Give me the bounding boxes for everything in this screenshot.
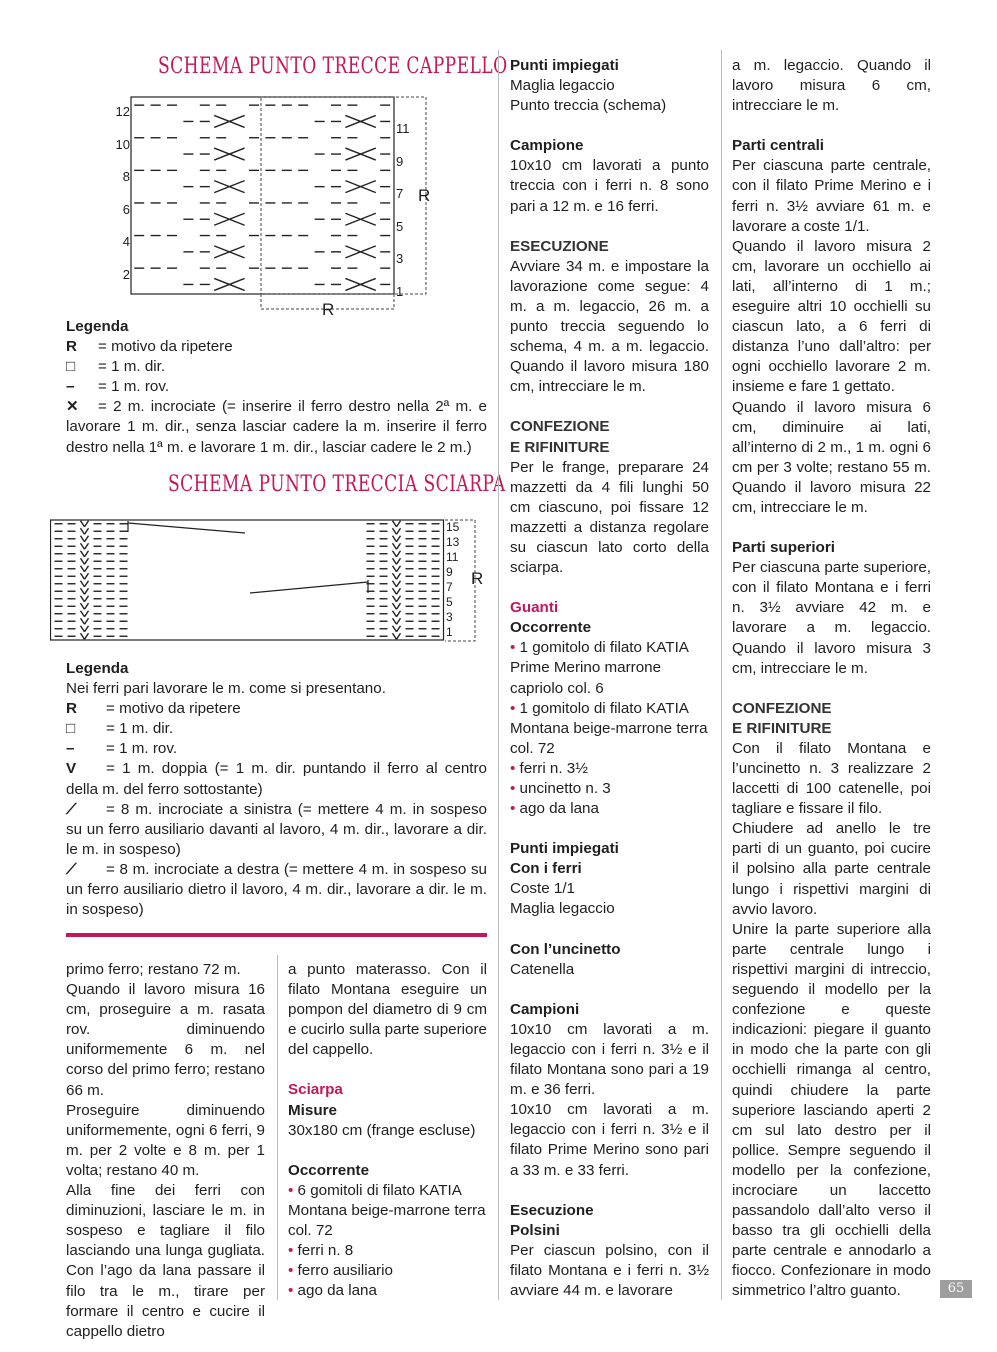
legend-row: ✕ = 2 m. incrociate (= inserire il ferro destro nella 2ª m. e lavorare 1 m. dir., senza lasciar cadere la m. inserire il ferro destro nella 1ª m. e lavorare 1 m. dir., lasciar cadere le 2 m.): [66, 398, 487, 456]
double-stitch-symbol: V: [66, 760, 77, 778]
column-divider: [721, 50, 722, 1300]
esecuzione-heading: ESECUZIONE: [510, 237, 609, 255]
row-number: 7: [396, 186, 404, 202]
paragraph: Per le frange, preparare 24 mazzetti da 4 fili lunghi 50 cm ciascuno, poi fissare 12 mazzetti a distanza regolare su ciascun lato corto della sciarpa.: [510, 458, 709, 577]
row-number: 11: [446, 550, 459, 564]
row-number: 10: [115, 136, 130, 152]
legend-intro: Nei ferri pari lavorare le m. come si presentano.: [66, 680, 386, 698]
list-item: • ferri n. 8: [288, 1242, 354, 1260]
list-item: • 1 gomitolo di filato KATIA Prime Merino marrone capriolo col. 6: [510, 639, 689, 697]
paragraph: 10x10 cm lavorati a m. legaccio con i ferri n. 3½ e il filato Prime Merino sono pari a 33 m. e 33 ferri.: [510, 1101, 709, 1179]
row-number: 8: [122, 169, 130, 185]
chart-2-right-numbers: [446, 520, 468, 640]
column-3: [510, 56, 709, 1301]
section-title-sciarpa: Sciarpa: [288, 1081, 343, 1099]
cable-left-symbol: ⟋: [66, 800, 77, 818]
chart-2-title: SCHEMA PUNTO TRECCIA SCIARPA: [168, 472, 506, 497]
column-divider: [498, 50, 499, 1300]
legend-title: Legenda: [66, 318, 129, 335]
misure-text: 30x180 cm (frange escluse): [288, 1121, 476, 1139]
paragraph: primo ferro; restano 72 m.: [66, 961, 241, 978]
legend-row: R = motivo da ripetere: [66, 699, 487, 719]
parti-centrali-heading: Parti centrali: [732, 137, 825, 155]
confezione-heading: CONFEZIONE: [732, 699, 832, 717]
cross-symbol: ✕: [66, 398, 79, 416]
list-item: • ferri n. 3½: [510, 759, 588, 777]
repeat-symbol: R: [66, 338, 77, 356]
paragraph: Per ciascuna parte superiore, con il filato Montana e i ferri n. 3½ avviare 42 m. e lavorare a m. legaccio. Quando il lavoro misura 3 cm, intrecciare le m.: [732, 559, 931, 677]
list-item: Punto treccia (schema): [510, 97, 667, 115]
row-number: 11: [396, 121, 410, 136]
legend-row: □ = 1 m. dir.: [66, 357, 487, 377]
chart-1-repeat-label-bottom: R: [322, 300, 335, 319]
polsini-heading: Polsini: [510, 1221, 560, 1239]
row-number: 5: [446, 595, 453, 609]
paragraph: Quando il lavoro misura 2 cm, lavorare un occhiello ai lati, all’interno di 1 m.; eseguire altri 10 occhielli su ciascun lato, a 6 ferri di distanza l’uno dall’altro: per ogni occhiello lavorare 2 m. insieme e fare 1 gettato.: [732, 237, 931, 396]
parti-superiori-heading: Parti superiori: [732, 539, 835, 557]
list-item: • uncinetto n. 3: [510, 780, 611, 797]
row-number: 4: [122, 234, 130, 250]
paragraph: 10x10 cm lavorati a punto treccia con i ferri n. 8 sono pari a 12 m. e 16 ferri.: [510, 157, 709, 215]
row-number: 5: [396, 218, 404, 234]
paragraph: Per ciascun polsino, con il filato Montana e i ferri n. 3½ avviare 44 m. e lavorare: [510, 1241, 709, 1299]
bottom-col-2: [288, 960, 487, 1301]
row-number: 9: [446, 565, 453, 579]
chart-2-repeat-label: R: [471, 569, 484, 588]
list-item: • ago da lana: [510, 800, 599, 818]
row-number: 7: [446, 580, 453, 594]
campioni-heading: Campioni: [510, 1000, 580, 1018]
confezione-heading: CONFEZIONE: [510, 418, 610, 436]
paragraph: Quando il lavoro misura 16 cm, proseguire a m. rasata rov. diminuendo uniformemente 6 m. nel corso del primo ferro; restano 66 m.: [66, 981, 265, 1099]
list-item: • 1 gomitolo di filato KATIA Montana beige-marrone terra col. 72: [510, 699, 708, 757]
list-item: • 6 gomitoli di filato KATIA Montana beige-marrone terra col. 72: [288, 1181, 486, 1240]
confezione-heading-2: E RIFINITURE: [732, 719, 832, 737]
repeat-symbol: R: [66, 700, 77, 718]
con-i-ferri-heading: Con i ferri: [510, 860, 582, 878]
legend-row: □ = 1 m. dir.: [66, 719, 487, 739]
column-divider: [277, 955, 278, 1300]
misure-heading: Misure: [288, 1101, 337, 1119]
legend-row: ⟋ = 8 m. incrociate a sinistra (= mettere 4 m. in sospeso su un ferro ausiliario davanti al lavoro, 4 m. dir., lavorare a dir. le m. in sospeso): [66, 800, 487, 858]
row-number: 2: [122, 266, 130, 282]
confezione-heading-2: E RIFINITURE: [510, 438, 610, 456]
punti-heading: Punti impiegati: [510, 840, 619, 858]
paragraph: Per ciascuna parte centrale, con il filato Prime Merino e i ferri n. 3½ avviare 61 m. e lavorare a coste 1/1.: [732, 157, 931, 235]
row-number: 1: [396, 283, 404, 299]
knit-symbol: □: [66, 358, 76, 376]
chart-1-legend: [66, 317, 487, 458]
section-divider: [66, 933, 487, 937]
legend-row: V = 1 m. doppia (= 1 m. dir. puntando il ferro al centro della m. del ferro sottostante): [66, 760, 487, 798]
section-title-guanti: Guanti: [510, 599, 559, 617]
paragraph: Unire la parte superiore alla parte centrale lungo i rispettivi margini di intreccio, seguendo il modello per la confezione e queste indicazioni: piegare il guanto in modo che la parte con gli occhielli rimanga al centro, quindi chiudere la parte superiore lasciando aperti 2 cm sul lato destro per il pollice. Sempre seguendo il modello per la confezione, incrociare un laccetto passandolo dall’alto verso il basso tra gli occhielli della parte centrale e annodarlo a fiocco. Confezionare in modo simmetrico l’altro guanto.: [732, 920, 931, 1300]
page-number: 65: [940, 1280, 972, 1298]
legend-row: – = 1 m. rov.: [66, 377, 487, 397]
row-number: 12: [115, 104, 130, 119]
paragraph: Avviare 34 m. e impostare la lavorazione come segue: 4 m. a m. legaccio, 26 m. a punto treccia seguendo lo schema, 4 m. a m. legaccio. Quando il lavoro misura 180 cm, intrecciare le m.: [510, 257, 709, 396]
paragraph: a m. legaccio. Quando il lavoro misura 6 cm, intrecciare le m.: [732, 57, 931, 115]
chart-1-right-numbers: [396, 113, 418, 309]
chart-2-grid: [50, 518, 445, 642]
bottom-col-1: [66, 960, 265, 1342]
paragraph: Proseguire diminuendo uniformemente, ogni 6 ferri, 9 m. per 2 volte e 8 m. per 1 volta; restano 40 m.: [66, 1101, 265, 1179]
paragraph: Con il filato Montana e l’uncinetto n. 3 realizzare 2 laccetti di 100 catenelle, poi tagliare e fissare il filo.: [732, 739, 931, 818]
chart-1-title: SCHEMA PUNTO TRECCE CAPPELLO: [158, 54, 508, 79]
legend-row: R = motivo da ripetere: [66, 337, 487, 357]
row-number: 15: [446, 520, 460, 534]
campione-heading: Campione: [510, 137, 584, 155]
list-item: Coste 1/1: [510, 880, 576, 898]
row-number: 3: [446, 610, 453, 624]
column-4: [732, 56, 931, 1302]
chart-2-legend: [66, 659, 487, 920]
paragraph: a punto materasso. Con il filato Montana eseguire un pompon del diametro di 9 cm e cucirlo sulla parte superiore del cappello.: [288, 961, 487, 1059]
row-number: 9: [396, 153, 404, 169]
legend-row: – = 1 m. rov.: [66, 739, 487, 759]
paragraph: Alla fine dei ferri con diminuzioni, lasciare le m. in sospeso e tagliare il filo lasciando una lunga gugliata. Con l’ago da lana passare il filo tra le m., tirare per formare il centro e cucire il cappello dietro: [66, 1182, 265, 1340]
paragraph: Chiudere ad anello le tre parti di un guanto, poi cucire il polsino alla parte centrale lungo i rispettivi margini di avvio lavoro.: [732, 820, 931, 918]
occorrente-heading: Occorrente: [510, 619, 592, 637]
chart-1-left-numbers: [108, 96, 130, 292]
list-item: Maglia legaccio: [510, 77, 615, 95]
row-number: 1: [446, 625, 453, 639]
list-item: • ferro ausiliario: [288, 1262, 393, 1280]
con-uncinetto-heading: Con l’uncinetto: [510, 940, 621, 958]
list-item: Catenella: [510, 960, 575, 978]
occorrente-heading: Occorrente: [288, 1161, 370, 1179]
punti-heading: Punti impiegati: [510, 57, 619, 74]
knit-symbol: □: [66, 720, 76, 738]
purl-symbol: –: [66, 740, 75, 758]
purl-symbol: –: [66, 378, 75, 396]
row-number: 13: [446, 535, 460, 549]
paragraph: 10x10 cm lavorati a m. legaccio con i ferri n. 3½ e il filato Montana sono pari a 19 m. e 36 ferri.: [510, 1020, 709, 1099]
row-number: 3: [396, 251, 404, 267]
legend-row: ⟋ = 8 m. incrociate a destra (= mettere 4 m. in sospeso su un ferro ausiliario dietro il lavoro, 4 m. dir., lavorare a dir. le m. in sospeso): [66, 860, 487, 919]
esecuzione-heading: Esecuzione: [510, 1201, 594, 1219]
paragraph: Quando il lavoro misura 6 cm, diminuire ai lati, all’interno di 2 m., 1 m. ogni 6 cm per 3 volte; restano 55 m. Quando il lavoro misura 22 cm, intrecciare le m.: [732, 398, 931, 516]
list-item: • ago da lana: [288, 1282, 377, 1300]
cable-right-symbol: ⟋: [66, 860, 77, 878]
row-number: 6: [122, 201, 130, 217]
legend-title: Legenda: [66, 660, 129, 677]
chart-1-repeat-label-right: R: [418, 186, 431, 205]
list-item: Maglia legaccio: [510, 900, 615, 918]
